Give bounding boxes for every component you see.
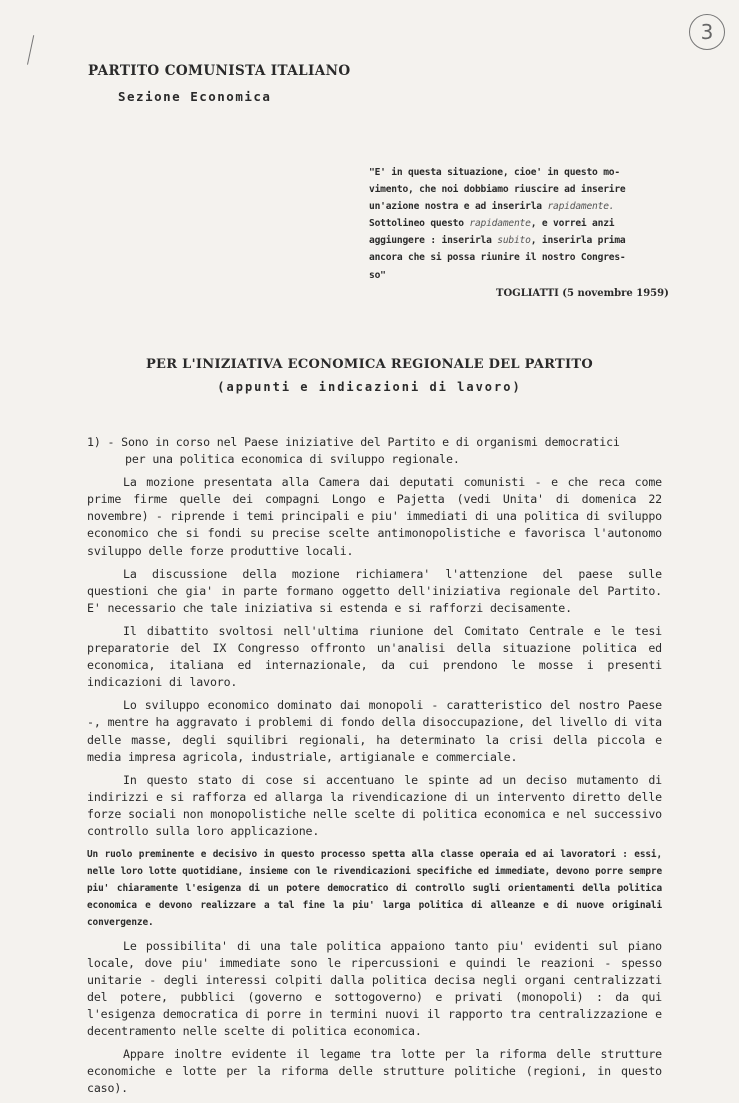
quote-line: ancora che si possa riunire il nostro Congres-	[369, 252, 626, 264]
page-number: 3	[700, 20, 714, 44]
paragraph-9: Appare inoltre evidente il legame tra lotte per la riforma delle strutture economiche e lotte per la riforma delle strutture politiche (regioni, in questo caso).	[87, 1047, 662, 1096]
document-body	[87, 434, 662, 1103]
letterhead	[88, 63, 350, 104]
quote-line: aggiungere : inserirla subito, inserirla prima	[369, 235, 626, 247]
epigraph-quote	[369, 164, 654, 284]
paragraph-1-lead: 1) - Sono in corso nel Paese iniziative del Partito e di organismi democratici	[87, 435, 620, 449]
quote-line: un'azione nostra e ad inserirla rapidamente.	[369, 201, 615, 213]
section-name: Sezione Economica	[118, 89, 272, 104]
paragraph-3: La discussione della mozione richiamera' l'attenzione del paese sulle questioni che gia' in parte formano oggetto dell'iniziativa regionale del Partito. E' necessario che tale iniziativa si estenda e si rafforzi decisamente.	[87, 566, 662, 615]
party-name: PARTITO COMUNISTA ITALIANO	[88, 63, 351, 79]
quote-line: "E' in questa situazione, cioe' in questo mo-	[369, 167, 620, 178]
paragraph-6: In questo stato di cose si accentuano le spinte ad un deciso mutamento di indirizzi e si rafforza ed allarga la rivendicazione di un intervento diretto delle forze sociali non monopolistiche nelle scelte di politica economica e nel successivo controllo sulla loro applicazione.	[87, 772, 662, 838]
pen-mark	[27, 35, 44, 67]
quote-line: so"	[369, 269, 386, 281]
paragraph-4: Il dibattito svoltosi nell'ultima riunione del Comitato Centrale e le tesi preparatorie del IX Congresso offronto un'analisi della situazione politica ed economica, italiana ed internazionale, da cui prendono le mosse i presenti indicazioni di lavoro.	[87, 623, 662, 690]
document-subtitle: (appunti e indicazioni di lavoro)	[217, 380, 522, 394]
document-title: PER L'INIZIATIVA ECONOMICA REGIONALE DEL PARTITO	[145, 357, 594, 372]
page-number-circle	[689, 14, 725, 50]
paragraph-8: Le possibilita' di una tale politica appaiono tanto piu' evidenti sul piano locale, dove piu' immediate sono le ripercussioni e quindi le reazioni - spesso unitarie - degli interessi colpiti dalla politica decisa negli organi centralizzati del potere, pubblici (governo e sottogoverno) e privati (monopoli) : da qui l'esigenza democratica di porre in termini nuovi il rapporto tra centralizzazione e decentramento nelle scelte di politica economica.	[87, 938, 662, 1038]
quote-line: vimento, che noi dobbiamo riuscire ad inserire	[369, 184, 626, 196]
paragraph-1-rest: per una politica economica di sviluppo regionale.	[125, 452, 460, 467]
quote-line: Sottolineo questo rapidamente, e vorrei anzi	[369, 218, 615, 230]
paragraph-1	[87, 434, 662, 468]
paragraph-7-emphasis: Un ruolo preminente e decisivo in questo processo spetta alla classe operaia ed ai lavoratori : essi, nelle loro lotte quotidiane, insieme con le rivendicazioni specifiche ed immediate, devono porre sempre piu' chiaramente l'esigenza di un potere democratico di controllo sugli orientamenti della politica economica e devono realizzare a tal fine la piu' larga politica di alleanze e di nuove originali convergenze.	[87, 849, 662, 929]
paragraph-5: Lo sviluppo economico dominato dai monopoli - caratteristico del nostro Paese -, mentre ha aggravato i problemi di fondo della disoccupazione, del livello di vita delle masse, degli squilibri regionali, ha determinato la crisi della piccola e media impresa agricola, industriale, artigianale e commerciale.	[87, 698, 662, 764]
paragraph-2: La mozione presentata alla Camera dai deputati comunisti - e che reca come prime firme quelle dei compagni Longo e Pajetta (vedi Unita' di domenica 22 novembre) - riprende i temi principali e piu' immediati di una politica di sviluppo economico che si fondi su precise scelte antimonopolistiche e favorisca l'autonomo sviluppo delle forze produttive locali.	[87, 475, 662, 558]
quote-attribution: TOGLIATTI (5 novembre 1959)	[496, 288, 669, 299]
